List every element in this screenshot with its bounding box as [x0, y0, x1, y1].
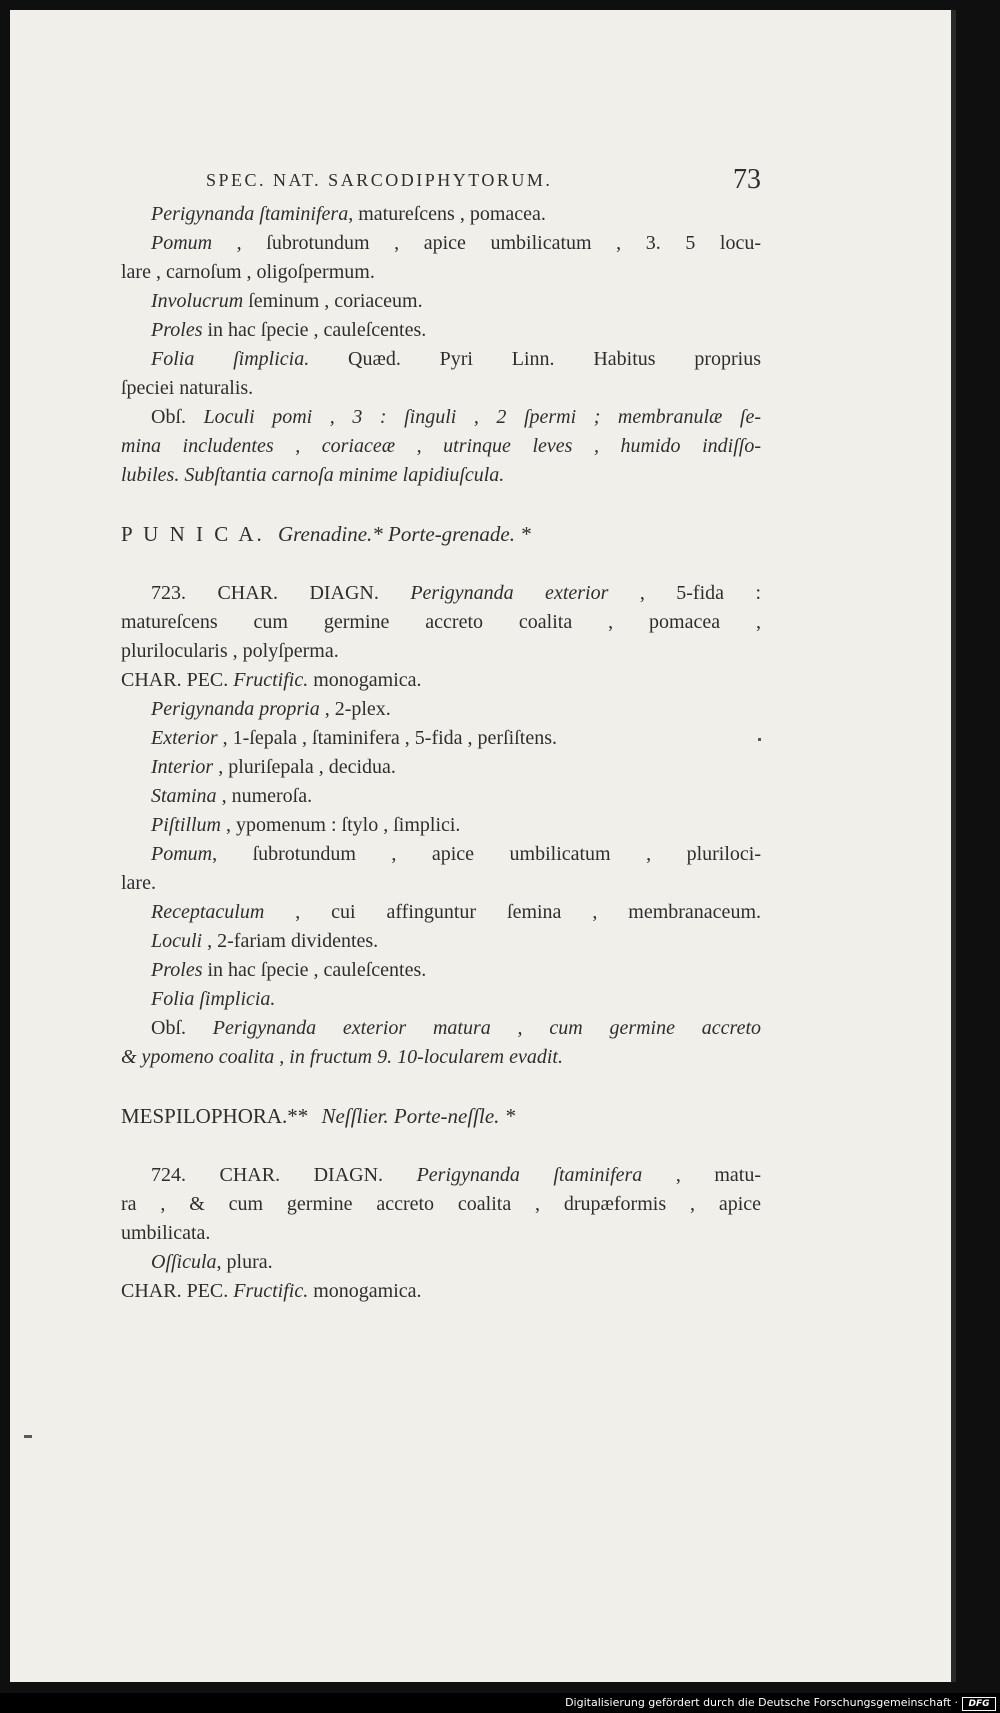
- text-line: lare.: [121, 872, 156, 894]
- text-line: ſpeciei naturalis.: [121, 377, 254, 399]
- text-line: Stamina , numeroſa.: [151, 785, 313, 807]
- observation-line: Obſ. Perigynanda exterior matura , cum germine accreto: [151, 1017, 762, 1039]
- genus-heading-mespilophora: MESPILOPHORA.** Neſſlier. Porte-neſſle. *: [121, 1104, 516, 1128]
- book-page: [10, 10, 956, 1682]
- text-line: Loculi , 2-fariam dividentes.: [151, 930, 379, 952]
- text-line: Perigynanda propria , 2-plex.: [151, 698, 391, 720]
- text-line: CHAR. PEC. Fructific. monogamica.: [121, 1280, 422, 1302]
- page-text: [121, 160, 761, 1306]
- text-line: Pomum, ſubrotundum , apice umbilicatum , pluriloci-: [151, 843, 761, 865]
- text-line: Folia ſimplicia. Quæd. Pyri Linn. Habitus proprius: [151, 348, 761, 370]
- footer-credit: Digitalisierung gefördert durch die Deutsche Forschungsgemeinschaft ·: [565, 1696, 958, 1709]
- page-number: 73: [733, 164, 761, 195]
- text-line: Piſtillum , ypomenum : ſtylo , ſimplici.: [151, 814, 461, 836]
- text-line: Proles in hac ſpecie , cauleſcentes.: [151, 319, 427, 341]
- observation-line: Obſ. Loculi pomi , 3 : ſinguli , 2 ſpermi ; membranulæ ſe-: [151, 406, 762, 428]
- text-line: Interior , pluriſepala , decidua.: [151, 756, 396, 778]
- observation-line: lubiles. Subſtantia carnoſa minime lapidiuſcula.: [121, 464, 505, 486]
- ink-speck: [758, 738, 761, 741]
- text-line: Oſſicula, plura.: [151, 1251, 273, 1273]
- text-line: matureſcens cum germine accreto coalita , pomacea ,: [121, 611, 761, 633]
- text-line: Exterior , 1-ſepala , ſtaminifera , 5-fida , perſiſtens.: [151, 727, 557, 749]
- text-line: 724. CHAR. DIAGN. Perigynanda ſtaminifera , matu-: [151, 1164, 762, 1186]
- text-line: lare , carnoſum , oligoſpermum.: [121, 261, 375, 283]
- text-line: plurilocularis , polyſperma.: [121, 640, 339, 662]
- running-header: [121, 160, 761, 200]
- text-line: Proles in hac ſpecie , cauleſcentes.: [151, 959, 427, 981]
- dfg-logo: DFG: [962, 1697, 996, 1711]
- running-title: SPEC. NAT. SARCODIPHYTORUM.: [206, 170, 553, 190]
- text-line: umbilicata.: [121, 1222, 211, 1244]
- digitization-footer: [0, 1693, 1000, 1713]
- text-line: Perigynanda ſtaminifera, matureſcens , pomacea.: [151, 203, 546, 225]
- text-line: ra , & cum germine accreto coalita , drupæformis , apice: [121, 1193, 761, 1215]
- genus-heading-punica: P U N I C A. Grenadine.* Porte-grenade. *: [121, 522, 531, 546]
- observation-line: & ypomeno coalita , in fructum 9. 10-locularem evadit.: [121, 1046, 563, 1068]
- observation-line: mina includentes , coriaceæ , utrinque leves , humido indiſſo-: [121, 435, 761, 457]
- text-line: Folia ſimplicia.: [151, 988, 276, 1010]
- ink-speck: [24, 1435, 32, 1438]
- text-line: Receptaculum , cui affinguntur ſemina , membranaceum.: [151, 901, 761, 923]
- text-line: Involucrum ſeminum , coriaceum.: [151, 290, 423, 312]
- text-line: 723. CHAR. DIAGN. Perigynanda exterior , 5-fida :: [151, 582, 761, 604]
- text-line: Pomum , ſubrotundum , apice umbilicatum , 3. 5 locu-: [151, 232, 761, 254]
- text-line: CHAR. PEC. Fructific. monogamica.: [121, 669, 422, 691]
